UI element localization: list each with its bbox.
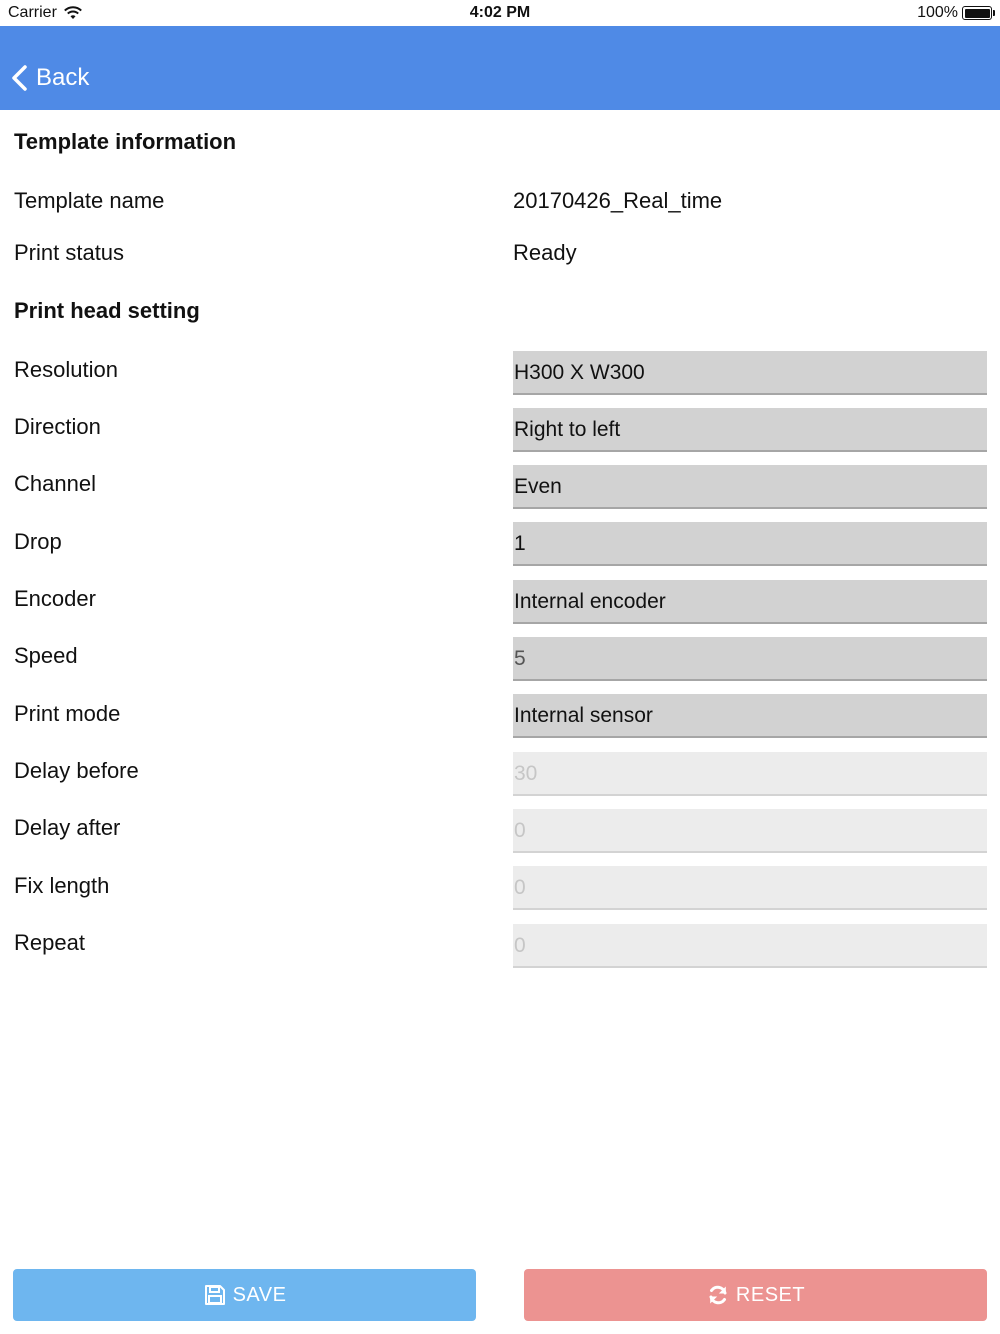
delay-before-label: Delay before xyxy=(14,758,139,783)
resolution-select[interactable]: H300 X W300 xyxy=(513,351,987,395)
navigation-bar xyxy=(0,26,1000,110)
save-label: SAVE xyxy=(232,1283,287,1306)
status-time: 4:02 PM xyxy=(469,4,531,21)
channel-label: Channel xyxy=(14,471,96,496)
back-label: Back xyxy=(36,64,90,91)
print-status-label: Print status xyxy=(14,240,125,265)
battery-percent: 100% xyxy=(917,4,958,21)
template-name-label: Template name xyxy=(14,188,165,213)
reset-button[interactable] xyxy=(524,1269,987,1321)
speed-label: Speed xyxy=(14,643,78,668)
print-mode-label: Print mode xyxy=(14,701,121,726)
direction-select[interactable]: Right to left xyxy=(513,408,987,452)
status-bar xyxy=(0,0,1000,26)
template-info-heading: Template information xyxy=(14,129,237,154)
refresh-icon xyxy=(706,1283,730,1307)
resolution-label: Resolution xyxy=(14,357,118,382)
floppy-disk-icon xyxy=(203,1283,227,1307)
encoder-label: Encoder xyxy=(14,586,96,611)
fix-length-input[interactable]: 0 xyxy=(513,866,987,910)
back-button[interactable] xyxy=(10,64,89,92)
encoder-select[interactable]: Internal encoder xyxy=(513,580,987,624)
delay-after-label: Delay after xyxy=(14,815,121,840)
print-status-value: Ready xyxy=(513,240,577,265)
reset-label: RESET xyxy=(735,1283,806,1306)
delay-after-input[interactable]: 0 xyxy=(513,809,987,853)
battery-icon xyxy=(962,6,992,20)
speed-input[interactable]: 5 xyxy=(513,637,987,681)
delay-before-input[interactable]: 30 xyxy=(513,752,987,796)
direction-label: Direction xyxy=(14,414,101,439)
chevron-left-icon xyxy=(10,64,28,92)
repeat-input[interactable]: 0 xyxy=(513,924,987,968)
battery-indicator xyxy=(917,4,992,22)
print-mode-select[interactable]: Internal sensor xyxy=(513,694,987,738)
template-name-value: 20170426_Real_time xyxy=(513,188,723,213)
print-head-heading: Print head setting xyxy=(14,298,200,323)
save-button[interactable] xyxy=(13,1269,476,1321)
repeat-label: Repeat xyxy=(14,930,85,955)
fix-length-label: Fix length xyxy=(14,873,110,898)
channel-select[interactable]: Even xyxy=(513,465,987,509)
carrier-label: Carrier xyxy=(8,4,57,21)
drop-select[interactable]: 1 xyxy=(513,522,987,566)
drop-label: Drop xyxy=(14,529,62,554)
